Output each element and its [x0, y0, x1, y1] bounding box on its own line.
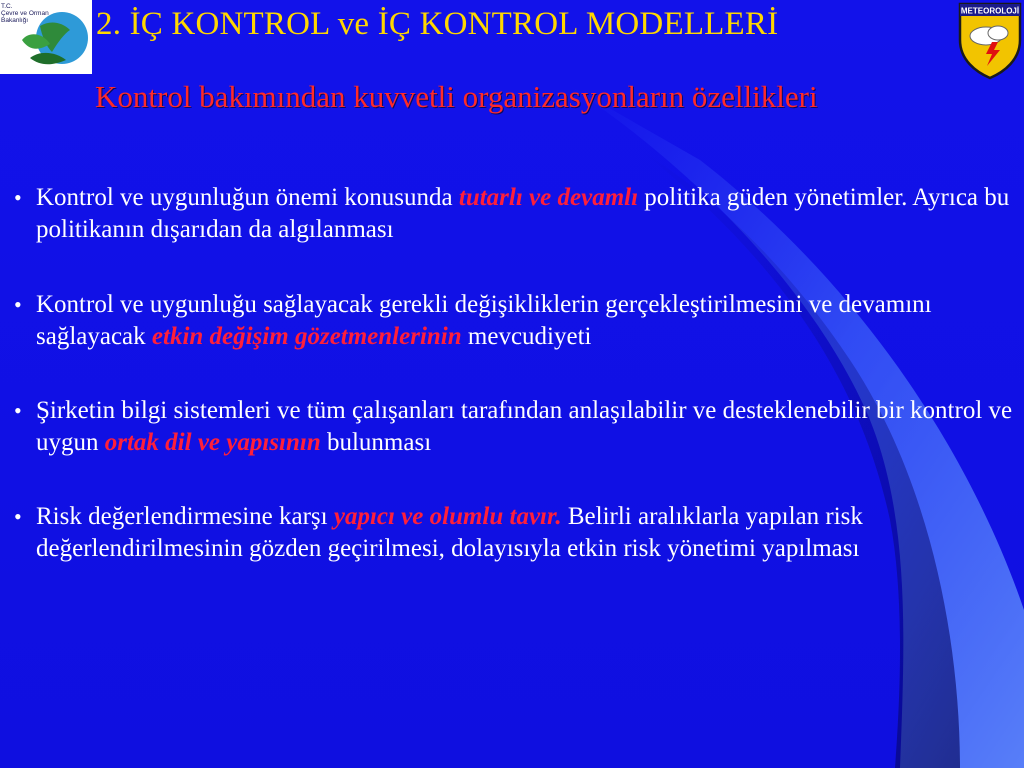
bullet-dot-icon: • [14, 292, 22, 317]
slide-subtitle: Kontrol bakımından kuvvetli organizasyonların özellikleri [95, 79, 818, 114]
slide-title: 2. İÇ KONTROL ve İÇ KONTROL MODELLERİ [96, 6, 779, 42]
bullet-dot-icon: • [14, 504, 22, 529]
meteorology-shield-icon [956, 0, 1024, 80]
bullet-dot-icon: • [14, 398, 22, 423]
bullet-highlight: etkin değişim gözetmenlerinin [151, 323, 462, 350]
bullet-list [14, 182, 1014, 565]
bullet-text: bulunması [320, 429, 432, 456]
svg-text:METEOROLOJİ: METEOROLOJİ [960, 6, 1020, 16]
svg-text:Bakanlığı: Bakanlığı [1, 17, 29, 24]
bullet-item [14, 182, 1014, 246]
meteorology-logo [956, 0, 1024, 80]
bullet-highlight: tutarlı ve devamlı [458, 184, 639, 211]
bullet-highlight: ortak dil ve yapısının [104, 429, 321, 456]
bullet-dot-icon: • [14, 185, 22, 210]
bullet-text: Kontrol ve uygunluğu sağlayacak gerekli değişikliklerin gerçekleştirilmesini ve devamını sağlayacak [36, 291, 932, 350]
ministry-emblem-icon [0, 0, 92, 74]
bullet-text: politika güden yönetimler. Ayrıca bu politikanın dışarıdan da algılanması [36, 184, 1010, 243]
bullet-text: Kontrol ve uygunluğun önemi konusunda [36, 184, 459, 211]
bullet-text: Risk değerlendirmesine karşı [36, 503, 334, 530]
svg-text:T.C.: T.C. [1, 3, 13, 10]
bullet-text: mevcudiyeti [461, 323, 592, 350]
svg-text:Çevre ve Orman: Çevre ve Orman [1, 10, 49, 17]
bullet-item [14, 395, 1014, 459]
ministry-logo [0, 0, 92, 74]
bullet-text: Belirli aralıklarla yapılan risk değerlendirilmesinin gözden geçirilmesi, dolayısıyla etkin risk yönetimi yapılması [36, 503, 863, 562]
bullet-item [14, 501, 1014, 565]
bullet-text: Şirketin bilgi sistemleri ve tüm çalışanları tarafından anlaşılabilir ve desteklenebilir bir kontrol ve uygun [36, 397, 1013, 456]
bullet-highlight: yapıcı ve olumlu tavır. [333, 503, 562, 530]
bullet-item [14, 289, 1014, 353]
